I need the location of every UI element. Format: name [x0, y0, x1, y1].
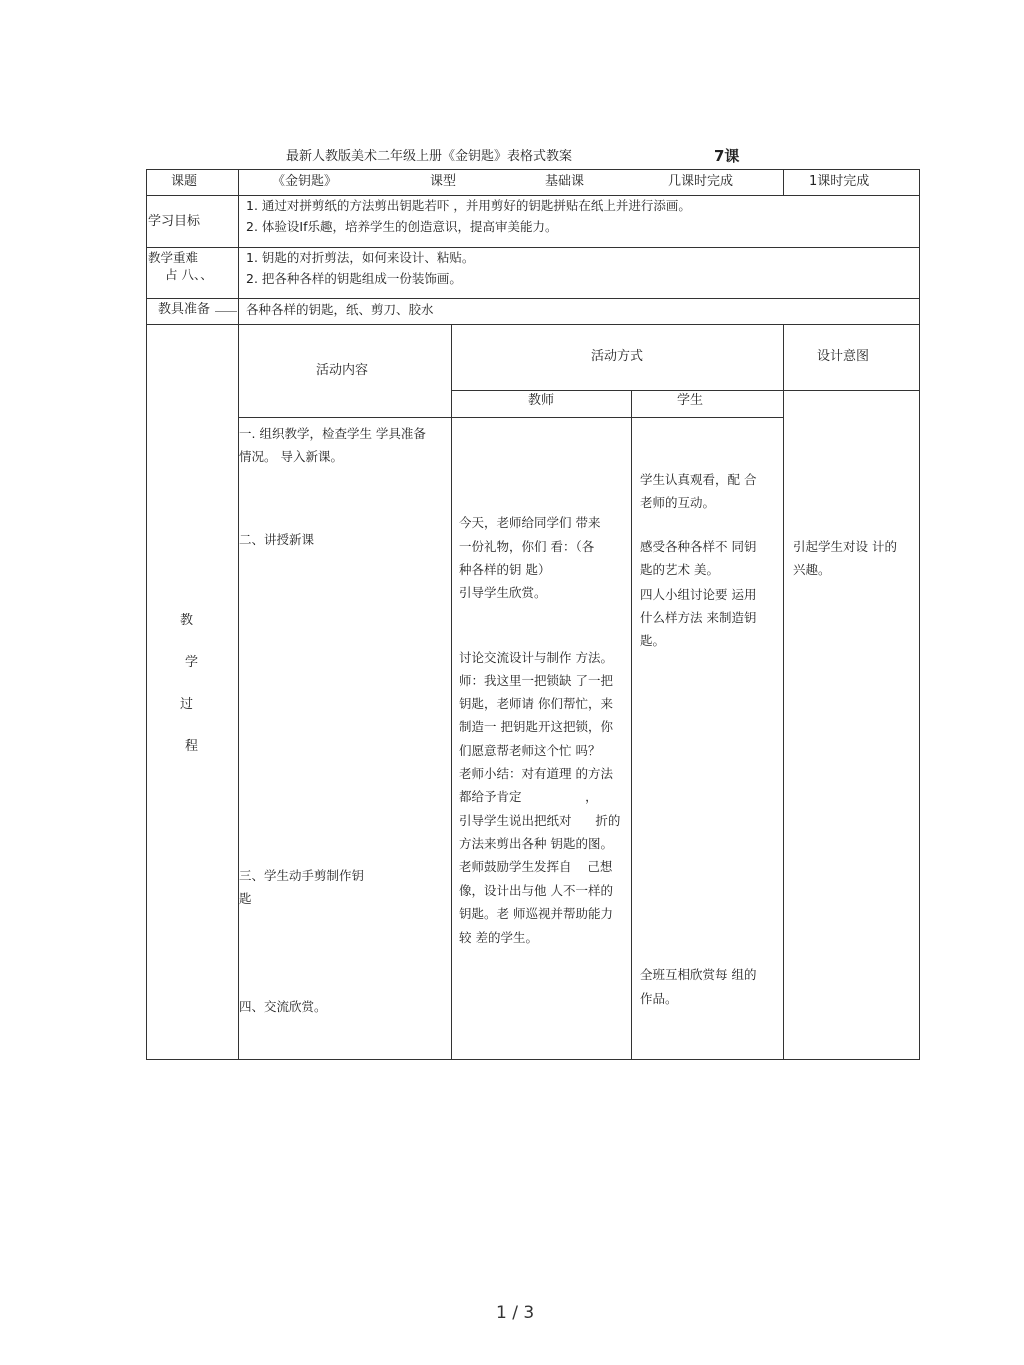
teacher-line: 师：我这里一把锁缺 了一把 — [459, 673, 613, 688]
activity-content-header: 活动内容 — [316, 363, 369, 378]
teacher-line: 引导学生欣赏。 — [459, 585, 547, 600]
subheader-divider — [238, 417, 783, 418]
key-points-label-cont: 占 八、、 — [165, 267, 213, 282]
teacher-line: 种各样的钥 匙） — [459, 562, 551, 577]
teacher-line: 今天，老师给同学们 带来 — [459, 515, 601, 530]
method-intent-divider — [783, 324, 784, 1059]
tools-label: 教具准备 — [158, 302, 211, 317]
table-bottom-border — [146, 1059, 920, 1060]
teacher-header: 教师 — [528, 393, 555, 408]
content-line: 匙 — [239, 891, 252, 906]
student-header: 学生 — [677, 393, 704, 408]
lesson-type-label: 课型 — [430, 174, 457, 189]
teacher-line: 钥匙，老师请 你们帮忙，来 — [459, 696, 613, 711]
intent-line: 引起学生对设 计的 — [793, 539, 897, 554]
teacher-line: 较 差的学生。 — [459, 930, 538, 945]
process-label-char: 程 — [185, 739, 199, 754]
student-line: 学生认真观看，配 合 — [640, 472, 757, 487]
content-line: 一. 组织教学，检查学生 学具准备 — [239, 426, 426, 441]
content-line: 三、学生动手剪制作钥 — [239, 868, 365, 883]
teacher-line: 引导学生说出把纸对 折的 — [459, 813, 621, 828]
lesson-count: 7课 — [714, 147, 740, 165]
content-line: 四、交流欣赏。 — [239, 999, 327, 1014]
teacher-line: 老师小结：对有道理 的方法 — [459, 766, 613, 781]
student-line: 什么样方法 来制造钥 — [640, 610, 757, 625]
intent-line: 兴趣。 — [793, 562, 831, 577]
teacher-line: 老师鼓励学生发挥自 己想 — [459, 859, 613, 874]
document-title: 最新人教版美术二年级上册《金钥匙》表格式教案 — [286, 149, 573, 164]
process-label-char: 学 — [185, 655, 199, 670]
student-line: 作品。 — [640, 991, 678, 1006]
objective-item: 2. 体验设If乐趣，培养学生的创造意识，提高审美能力。 — [246, 219, 558, 234]
label-column-divider — [238, 169, 239, 1059]
header-divider-duration — [783, 169, 784, 195]
teacher-line: 方法来剪出各种 钥匙的图。 — [459, 836, 613, 851]
design-intent-header: 设计意图 — [817, 349, 870, 364]
content-method-divider — [451, 324, 452, 1059]
topic-value: 《金钥匙》 — [272, 174, 338, 189]
content-line: 二、讲授新课 — [239, 532, 315, 547]
objective-item: 1. 通过对拼剪纸的方法剪出钥匙若吓 ，并用剪好的钥匙拼贴在纸上并进行添画。 — [246, 198, 691, 213]
duration-label: 几课时完成 — [668, 174, 734, 189]
content-line: 情况。 导入新课。 — [239, 449, 343, 464]
process-label-char: 过 — [180, 697, 194, 712]
duration-value: 1课时完成 — [809, 174, 870, 189]
teacher-line: 钥匙。老 师巡视并帮助能力 — [459, 906, 613, 921]
process-label-char: 教 — [180, 613, 194, 628]
teacher-line: 制造一 把钥匙开这把锁，你 — [459, 719, 613, 734]
table-right-border — [919, 169, 920, 1059]
teacher-line: 们愿意帮老师这个忙 吗？ — [459, 743, 601, 758]
table-top-border — [146, 169, 920, 170]
page-indicator: 1 / 3 — [496, 1303, 535, 1323]
key-points-label: 教学重难 — [148, 250, 199, 265]
teacher-line: 都给予肯定 ， — [459, 789, 598, 804]
student-line: 匙。 — [640, 633, 666, 648]
student-line: 老师的互动。 — [640, 495, 716, 510]
student-line: 感受各种各样不 同钥 — [640, 539, 757, 554]
tools-label-tail — [215, 311, 237, 312]
tools-value: 各种各样的钥匙，纸、剪刀、胶水 — [246, 302, 434, 317]
row-divider — [146, 324, 920, 325]
objectives-label: 学习目标 — [148, 214, 201, 229]
student-line: 全班互相欣赏每 组的 — [640, 967, 757, 982]
key-point-item: 1. 钥匙的对折剪法，如何来设计、粘贴。 — [246, 250, 475, 265]
key-point-item: 2. 把各种各样的钥匙组成一份装饰画。 — [246, 271, 462, 286]
teacher-student-divider — [631, 390, 632, 1059]
activity-method-header: 活动方式 — [591, 349, 644, 364]
topic-label: 课题 — [171, 174, 198, 189]
student-line: 匙的艺术 美。 — [640, 562, 719, 577]
teacher-line: 像，设计出与他 人不一样的 — [459, 883, 613, 898]
table-left-border — [146, 169, 147, 1059]
student-line: 四人小组讨论要 运用 — [640, 587, 757, 602]
lesson-type-value: 基础课 — [545, 174, 585, 189]
teacher-line: 讨论交流设计与制作 方法。 — [459, 650, 613, 665]
teacher-line: 一份礼物，你们 看：（各 — [459, 539, 595, 554]
